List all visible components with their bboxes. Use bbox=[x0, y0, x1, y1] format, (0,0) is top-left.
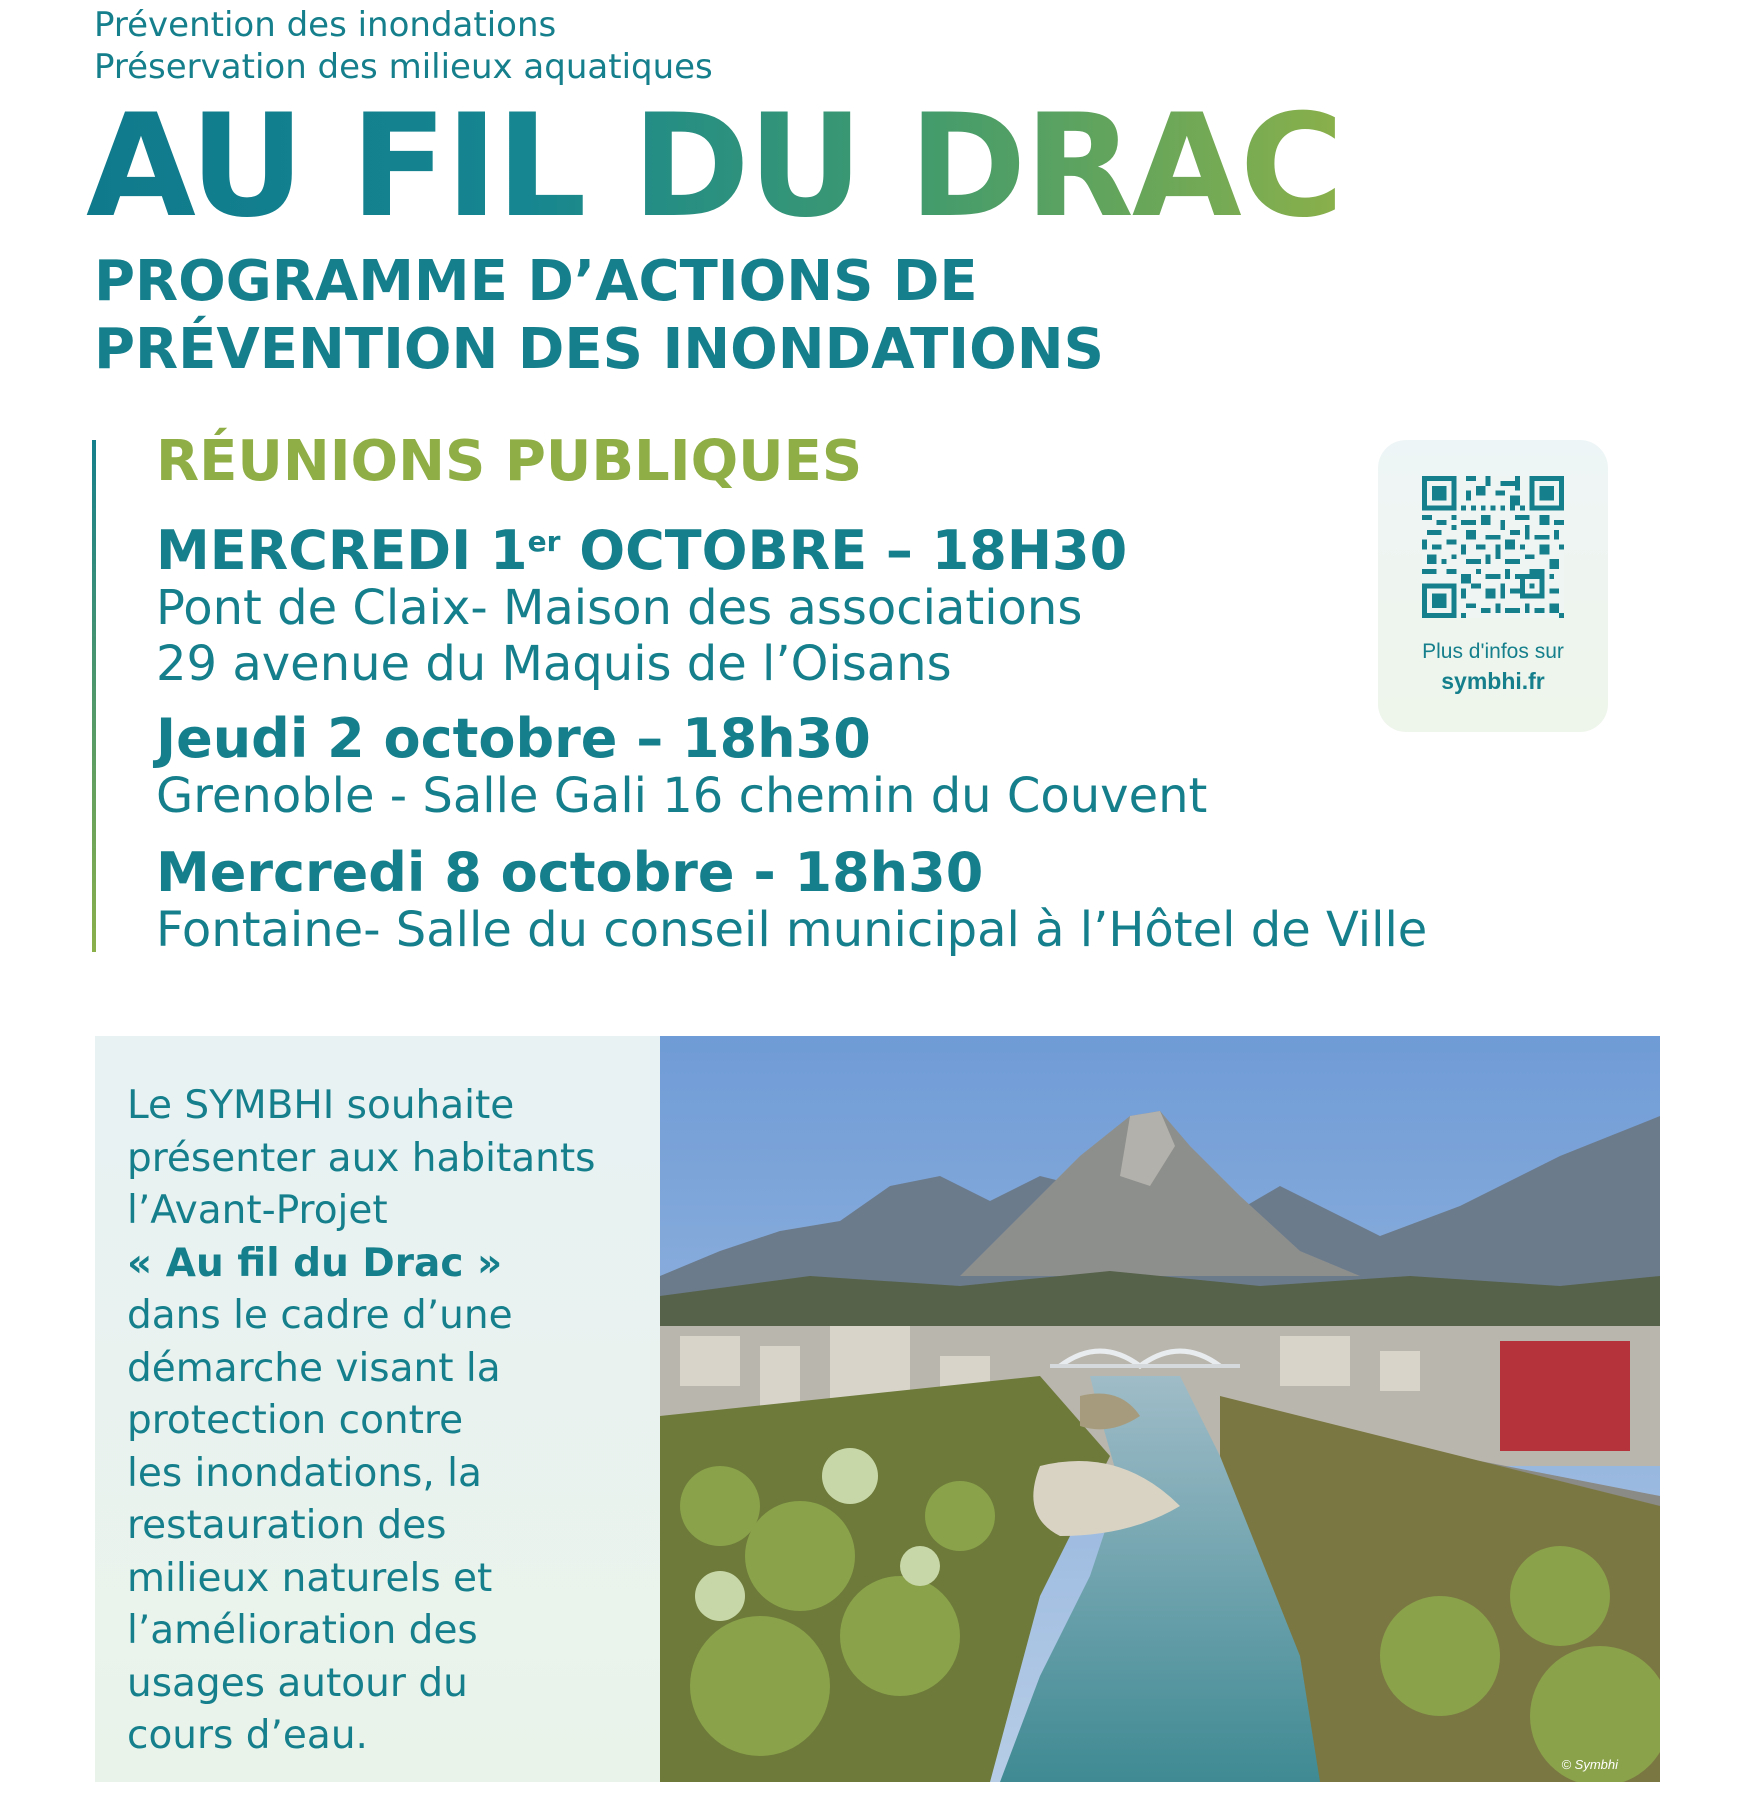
landscape-illustration bbox=[660, 1036, 1660, 1782]
meetings-heading: RÉUNIONS PUBLIQUES bbox=[156, 429, 863, 494]
info-line: protection contre bbox=[127, 1398, 464, 1443]
info-line: milieux naturels et bbox=[127, 1555, 493, 1601]
info-line: restauration des bbox=[127, 1503, 447, 1548]
info-panel bbox=[95, 1036, 660, 1782]
meeting-1-date bbox=[156, 519, 1128, 582]
drac-river-photo bbox=[660, 1036, 1660, 1782]
meeting-1-address: 29 avenue du Maquis de l’Oisans bbox=[156, 636, 952, 692]
meeting-1-date-day: MERCREDI 1 bbox=[156, 519, 528, 582]
info-line: Le SYMBHI souhaite bbox=[127, 1083, 515, 1128]
meeting-2-place: Grenoble - Salle Gali 16 chemin du Couvent bbox=[156, 768, 1208, 824]
subtitle-line-1: PROGRAMME D’ACTIONS DE bbox=[94, 249, 978, 314]
meeting-2-date: Jeudi 2 octobre – 18h30 bbox=[156, 707, 871, 770]
info-line: l’Avant-Projet bbox=[127, 1188, 388, 1233]
meetings-divider bbox=[92, 440, 96, 952]
info-project-name: « Au fil du Drac » bbox=[127, 1240, 503, 1286]
kicker-aquatic-preservation: Préservation des milieux aquatiques bbox=[94, 47, 713, 87]
qr-code-icon[interactable] bbox=[1422, 476, 1564, 618]
info-line: cours d’eau. bbox=[127, 1713, 368, 1758]
qr-website-link[interactable]: symbhi.fr bbox=[1441, 668, 1545, 694]
info-text bbox=[127, 1080, 647, 1763]
meeting-1-date-ordinal: er bbox=[527, 525, 561, 558]
meeting-1-date-rest: OCTOBRE – 18H30 bbox=[560, 519, 1128, 582]
main-title: AU FIL DU DRAC bbox=[86, 84, 1342, 249]
info-line: démarche visant la bbox=[127, 1345, 501, 1391]
qr-card[interactable] bbox=[1378, 440, 1608, 732]
photo-credit: © Symbhi bbox=[1561, 1757, 1618, 1772]
info-line: les inondations, la bbox=[127, 1450, 482, 1496]
meeting-3-place: Fontaine- Salle du conseil municipal à l’Hôtel de Ville bbox=[156, 902, 1428, 958]
info-line: usages autour du bbox=[127, 1660, 468, 1706]
meeting-3-date: Mercredi 8 octobre - 18h30 bbox=[156, 841, 984, 904]
meeting-1-place: Pont de Claix- Maison des associations bbox=[156, 580, 1083, 636]
kicker-flood-prevention: Prévention des inondations bbox=[94, 5, 557, 45]
info-line: l’amélioration des bbox=[127, 1608, 478, 1653]
qr-caption: Plus d'infos sur bbox=[1422, 640, 1564, 663]
info-line: dans le cadre d’une bbox=[127, 1293, 513, 1338]
info-line: présenter aux habitants bbox=[127, 1135, 596, 1181]
subtitle-line-2: PRÉVENTION DES INONDATIONS bbox=[94, 317, 1104, 382]
